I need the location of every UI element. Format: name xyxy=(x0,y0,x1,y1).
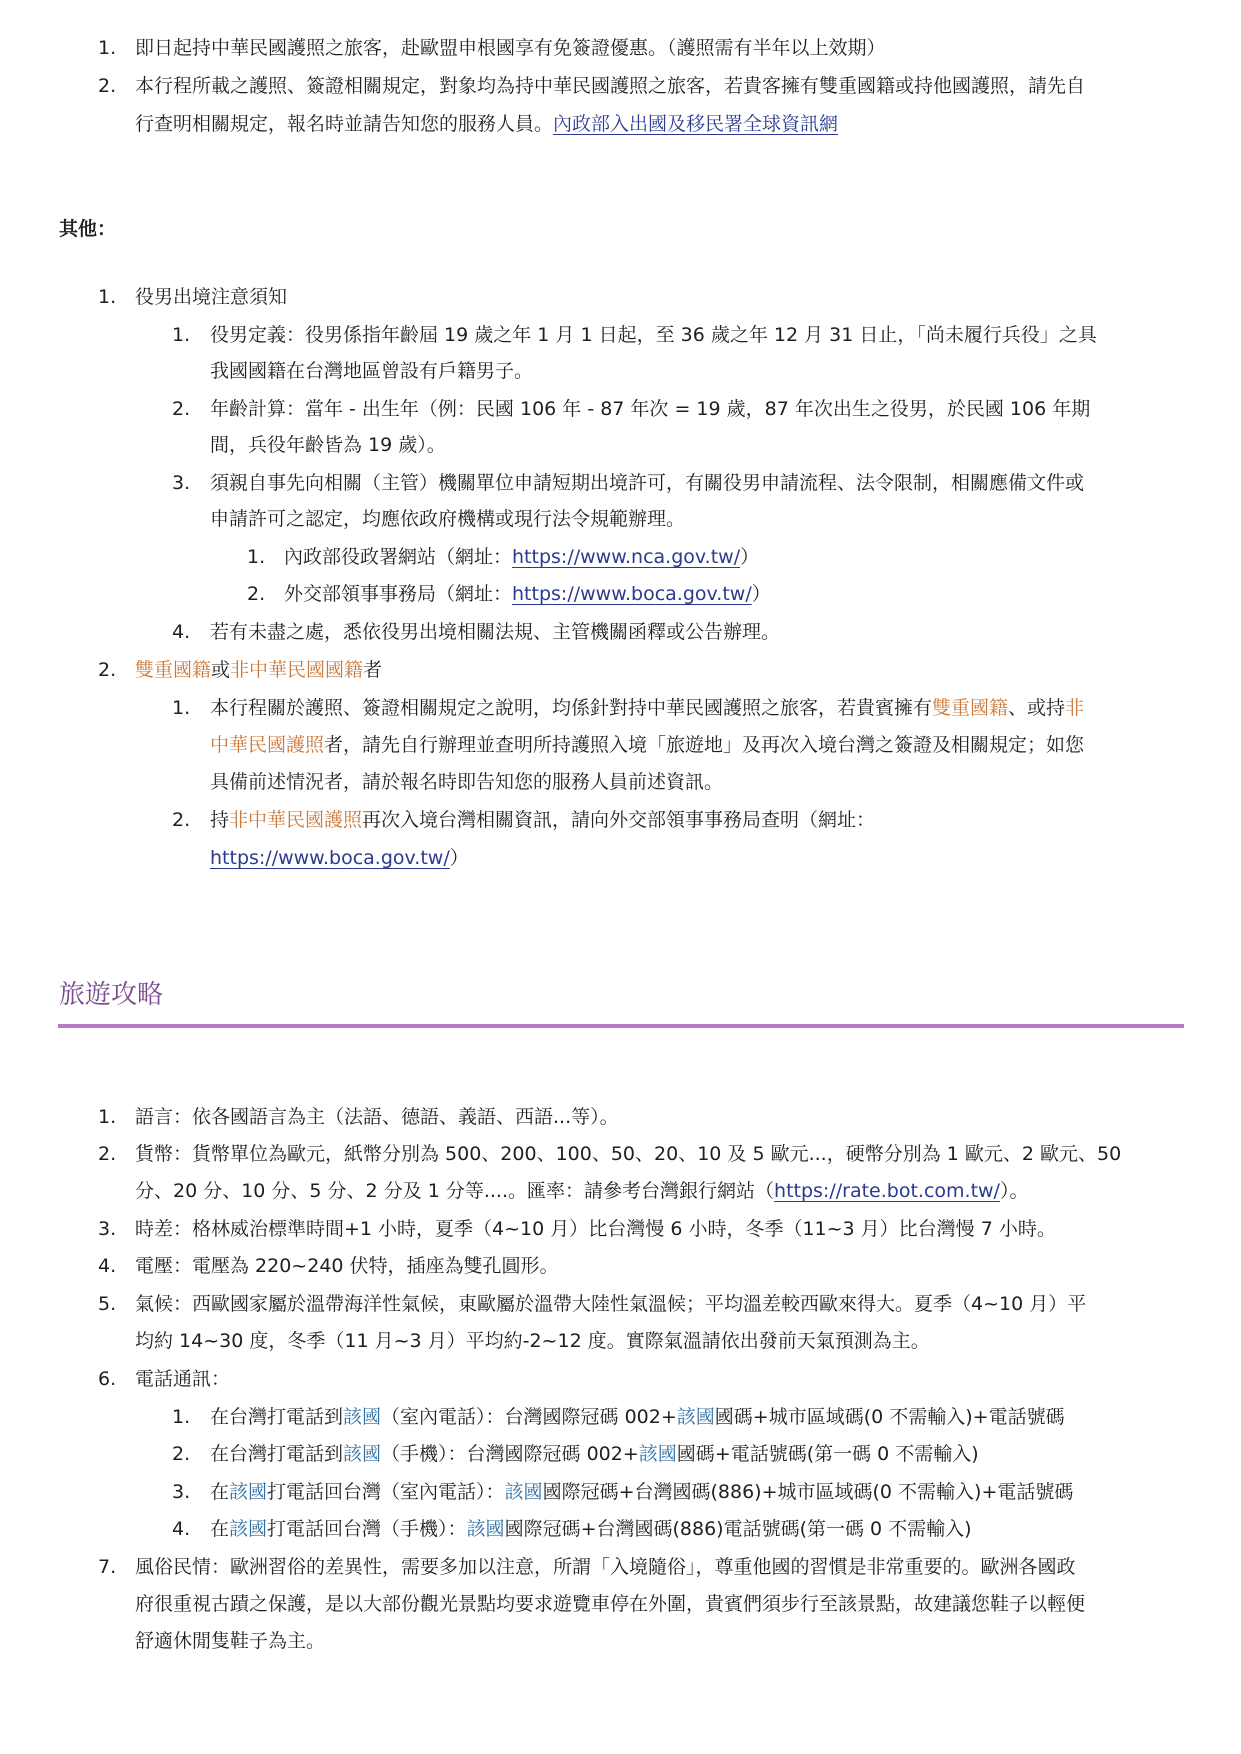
body-text: 持 xyxy=(210,809,230,831)
list-number: 1. xyxy=(98,1106,117,1128)
highlight-text: 該國 xyxy=(229,1518,268,1540)
list-number: 3. xyxy=(172,472,191,494)
body-text: 本行程關於護照、簽證相關規定之說明，均係針對持中華民國護照之旅客，若貴賓擁有 xyxy=(210,697,933,719)
highlight-text: 非中華民國國籍 xyxy=(230,659,364,681)
highlight-text: 非 xyxy=(1065,697,1085,719)
bot-rate-link[interactable]: https://rate.bot.com.tw/ xyxy=(774,1180,1000,1202)
dual-note-line3: 具備前述情況者，請於報名時即告知您的服務人員前述資訊。 xyxy=(210,771,724,793)
nca-site-line xyxy=(284,544,759,570)
section-heading-travel: 旅遊攻略 xyxy=(59,980,164,1010)
phone-heading: 電話通訊： xyxy=(135,1368,231,1390)
list-number: 6. xyxy=(98,1368,117,1390)
body-text: 在台灣打電話到 xyxy=(210,1406,344,1428)
boca-link[interactable]: https://www.boca.gov.tw/ xyxy=(512,583,752,605)
highlight-text: 中華民國護照 xyxy=(210,734,325,756)
list-number: 1. xyxy=(247,546,266,568)
nca-label: 內政部役政署網站（網址： xyxy=(284,546,513,568)
phone-item-3 xyxy=(210,1479,1073,1505)
list-number: 2. xyxy=(172,398,191,420)
permit-line2: 申請許可之認定，均應依政府機構或現行法令規範辦理。 xyxy=(210,508,686,530)
body-text: ） xyxy=(449,847,469,869)
body-text: ）。 xyxy=(999,1180,1029,1202)
highlight-text: 該國 xyxy=(638,1443,677,1465)
highlight-text: 該國 xyxy=(466,1518,505,1540)
body-text: （室內電話）：台灣國際冠碼 002+ xyxy=(381,1406,677,1428)
dual-nationality-heading xyxy=(135,657,382,683)
voltage-item: 電壓：電壓為 220~240 伏特，插座為雙孔圓形。 xyxy=(135,1255,559,1277)
body-text: 者，請先自行辦理並查明所持護照入境「旅遊地」及再次入境台灣之簽證及相關規定；如您 xyxy=(324,734,1085,756)
list-number: 2. xyxy=(98,75,117,97)
boca-close: ） xyxy=(751,583,771,605)
body-text: （手機）：台灣國際冠碼 002+ xyxy=(381,1443,639,1465)
highlight-text: 該國 xyxy=(504,1481,543,1503)
highlight-text: 該國 xyxy=(229,1481,268,1503)
passport-item-2-line1: 本行程所載之護照、簽證相關規定，對象均為持中華民國護照之旅客，若貴客擁有雙重國籍或持他國護照，請先自 xyxy=(135,75,1086,97)
passport-note: 行查明相關規定，報名時並請告知您的服務人員。 xyxy=(135,113,554,135)
boca-site-line xyxy=(284,581,771,607)
connector-text: 或 xyxy=(211,659,231,681)
list-number: 1. xyxy=(98,37,117,59)
climate-line1: 氣候：西歐國家屬於溫帶海洋性氣候，東歐屬於溫帶大陸性氣溫候；平均溫差較西歐來得大。夏季（4~10 月）平 xyxy=(135,1293,1087,1315)
list-number: 4. xyxy=(172,1518,191,1540)
list-number: 5. xyxy=(98,1293,117,1315)
list-number: 2. xyxy=(98,1143,117,1165)
conscript-heading: 役男出境注意須知 xyxy=(135,286,288,308)
conscript-def-line2: 我國國籍在台灣地區曾設有戶籍男子。 xyxy=(210,360,534,382)
connector-text: 者 xyxy=(363,659,383,681)
customs-line2: 府很重視古蹟之保護，是以大部份觀光景點均要求遊覽車停在外圍，貴賓們須步行至該景點，故建議您鞋子以輕便 xyxy=(135,1593,1086,1615)
customs-line3: 舒適休閒隻鞋子為主。 xyxy=(135,1630,326,1652)
list-number: 4. xyxy=(172,621,191,643)
body-text: 在 xyxy=(210,1518,230,1540)
phone-item-4 xyxy=(210,1516,972,1542)
list-number: 3. xyxy=(98,1218,117,1240)
currency-line1: 貨幣：貨幣單位為歐元，紙幣分別為 500、200、100、50、20、10 及 5 歐元...，硬幣分別為 1 歐元、2 歐元、50 xyxy=(135,1143,1122,1165)
customs-line1: 風俗民情：歐洲習俗的差異性，需要多加以注意，所謂「入境隨俗」，尊重他國的習慣是非常重要的。歐洲各國政 xyxy=(135,1556,1076,1578)
section-title-other: 其他： xyxy=(59,218,117,240)
timezone-item: 時差：格林威治標準時間+1 小時，夏季（4~10 月）比台灣慢 6 小時，冬季（11~3 月）比台灣慢 7 小時。 xyxy=(135,1218,1056,1240)
dual-note-line1 xyxy=(210,695,1084,721)
highlight-text: 該國 xyxy=(343,1443,382,1465)
body-text: 打電話回台灣（手機）： xyxy=(267,1518,467,1540)
nca-close: ） xyxy=(740,546,760,568)
reentry-line1 xyxy=(210,807,875,833)
currency-line2 xyxy=(135,1178,1028,1204)
highlight-text: 雙重國籍 xyxy=(932,697,1009,719)
boca-link-2[interactable]: https://www.boca.gov.tw/ xyxy=(210,847,450,869)
body-text: 打電話回台灣（室內電話）： xyxy=(267,1481,505,1503)
body-text: 國碼+電話號碼(第一碼 0 不需輸入) xyxy=(676,1443,979,1465)
age-calc-line2: 間，兵役年齡皆為 19 歲）。 xyxy=(210,434,446,456)
highlight-text: 該國 xyxy=(343,1406,382,1428)
reentry-line2 xyxy=(210,845,469,871)
list-number: 1. xyxy=(172,324,191,346)
permit-line1: 須親自事先向相關（主管）機關單位申請短期出境許可，有關役男申請流程、法令限制，相關應備文件或 xyxy=(210,472,1085,494)
heading-divider xyxy=(58,1024,1184,1028)
list-number: 2. xyxy=(172,809,191,831)
list-number: 1. xyxy=(98,286,117,308)
highlight-text: 非中華民國護照 xyxy=(229,809,363,831)
body-text: 分、20 分、10 分、5 分、2 分及 1 分等....。匯率：請參考台灣銀行網站（ xyxy=(135,1180,775,1202)
list-number: 2. xyxy=(98,659,117,681)
climate-line2: 均約 14~30 度，冬季（11 月~3 月）平均約-2~12 度。實際氣溫請依出發前天氣預測為主。 xyxy=(135,1330,930,1352)
highlight-text: 該國 xyxy=(676,1406,715,1428)
phone-item-2 xyxy=(210,1441,979,1467)
age-calc-line1: 年齡計算：當年 - 出生年（例：民國 106 年 - 87 年次 = 19 歲，87 年次出生之役男，於民國 106 年期 xyxy=(210,398,1091,420)
body-text: 、或持 xyxy=(1008,697,1066,719)
language-item: 語言：依各國語言為主（法語、德語、義語、西語...等）。 xyxy=(135,1106,619,1128)
passport-item-1: 即日起持中華民國護照之旅客，赴歐盟申根國享有免簽證優惠。（護照需有半年以上效期） xyxy=(135,37,886,59)
list-number: 2. xyxy=(172,1443,191,1465)
highlight-text: 雙重國籍 xyxy=(135,659,212,681)
immigration-link[interactable]: 內政部入出國及移民署全球資訊網 xyxy=(553,113,839,135)
body-text: 在台灣打電話到 xyxy=(210,1443,344,1465)
list-number: 2. xyxy=(247,583,266,605)
boca-label: 外交部領事事務局（網址： xyxy=(284,583,513,605)
dual-note-line2 xyxy=(210,732,1084,758)
body-text: 國際冠碼+台灣國碼(886)電話號碼(第一碼 0 不需輸入) xyxy=(504,1518,972,1540)
list-number: 1. xyxy=(172,1406,191,1428)
list-number: 3. xyxy=(172,1481,191,1503)
body-text: 國際冠碼+台灣國碼(886)+城市區域碼(0 不需輸入)+電話號碼 xyxy=(542,1481,1074,1503)
list-number: 7. xyxy=(98,1556,117,1578)
body-text: 再次入境台灣相關資訊，請向外交部領事事務局查明（網址： xyxy=(362,809,876,831)
nca-link[interactable]: https://www.nca.gov.tw/ xyxy=(512,546,741,568)
list-number: 4. xyxy=(98,1255,117,1277)
body-text: 國碼+城市區域碼(0 不需輸入)+電話號碼 xyxy=(714,1406,1065,1428)
unspecified-note: 若有未盡之處，悉依役男出境相關法規、主管機關函釋或公告辦理。 xyxy=(210,621,781,643)
list-number: 1. xyxy=(172,697,191,719)
body-text: 在 xyxy=(210,1481,230,1503)
phone-item-1 xyxy=(210,1404,1065,1430)
passport-item-2-line2 xyxy=(135,111,838,137)
conscript-def-line1: 役男定義：役男係指年齡屆 19 歲之年 1 月 1 日起，至 36 歲之年 12 月 31 日止，「尚未履行兵役」之具 xyxy=(210,324,1097,346)
